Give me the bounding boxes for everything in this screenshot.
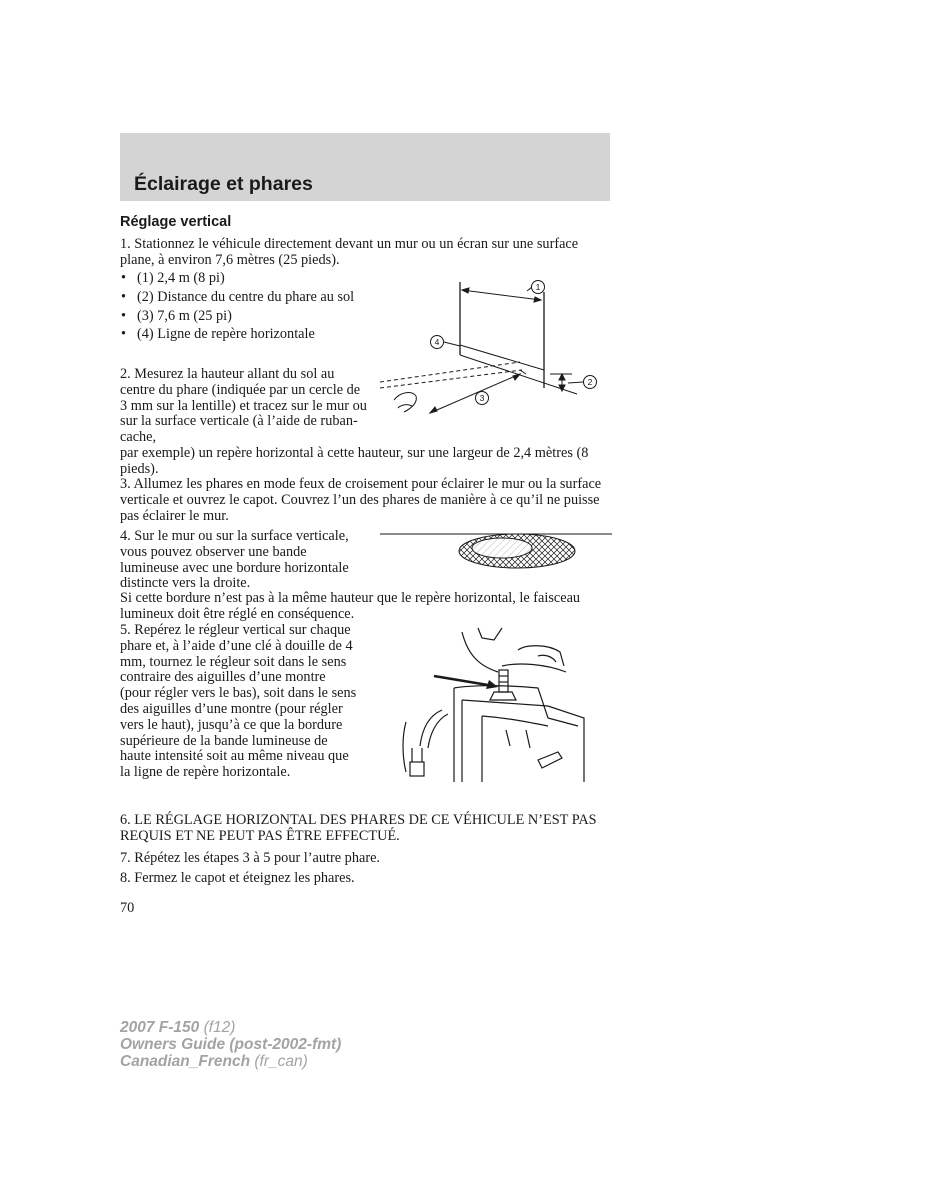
legend-list: [120, 271, 365, 346]
callout-label: 3: [479, 393, 485, 403]
chapter-title: Éclairage et phares: [134, 173, 313, 195]
footer-guide: Owners Guide (post-2002-fmt): [120, 1036, 342, 1053]
callout-label: 2: [587, 377, 593, 387]
document-footer: [120, 1019, 341, 1070]
step-2-part-a: 2. Mesurez la hauteur allant du sol au centre du phare (indiquée par un cercle de 3 mm sur la lentille) et tracez sur le mur ou sur la surface verticale (à l’aide de ruban-cache,: [120, 366, 367, 446]
step-6: 6. LE RÉGLAGE HORIZONTAL DES PHARES DE CE VÉHICULE N’EST PAS REQUIS ET NE PEUT PAS ÊTRE EFFECTUÉ.: [120, 812, 597, 844]
footer-code: (f12): [203, 1019, 236, 1036]
step-5: 5. Repérez le régleur vertical sur chaque phare et, à l’aide d’une clé à douille de 4 mm, tournez le régleur soit dans le sens contraire des aiguilles d’une montre (pour régler vers le bas), soit dans le sens des aiguilles d’une montre (pour régler vers le haut), jusqu’à ce que la bordure supérieure de la bande lumineuse de haute intensité soit au même niveau que la ligne de repère horizontale.: [120, 622, 357, 781]
callout-label: 1: [535, 282, 541, 292]
chapter-header: [120, 133, 610, 201]
vertical-adjuster-diagram: [398, 626, 588, 782]
footer-model: 2007 F-150: [120, 1019, 200, 1036]
step-2-part-b: par exemple) un repère horizontal à cette hauteur, sur une largeur de 2,4 mètres (8 pieds).: [120, 445, 589, 477]
page-number: 70: [120, 900, 135, 916]
step-4-part-a: 4. Sur le mur ou sur la surface verticale, vous pouvez observer une bande lumineuse avec une bordure horizontale distincte vers la droite.: [120, 528, 349, 592]
legend-item: • (4) Ligne de repère horizontale: [120, 327, 365, 343]
section-subtitle: Réglage vertical: [120, 214, 232, 230]
footer-language: Canadian_French: [120, 1053, 251, 1070]
legend-item: • (1) 2,4 m (8 pi): [120, 271, 365, 287]
step-8: 8. Fermez le capot et éteignez les phares.: [120, 870, 355, 886]
callout-label: 4: [434, 337, 440, 347]
step-1: 1. Stationnez le véhicule directement devant un mur ou un écran sur une surface plane, à environ 7,6 mètres (25 pieds).: [120, 236, 579, 268]
step-3: 3. Allumez les phares en mode feux de croisement pour éclairer le mur ou la surface verticale et ouvrez le capot. Couvrez l’un des phares de manière à ce qu’il ne puisse pas éclairer le mur.: [120, 476, 602, 524]
aiming-distance-diagram: [372, 270, 612, 425]
step-4-part-b: Si cette bordure n’est pas à la même hauteur que le repère horizontal, le faisceau lumineux doit être réglé en conséquence.: [120, 590, 581, 622]
beam-pattern-diagram: [380, 529, 612, 573]
legend-item: • (2) Distance du centre du phare au sol: [120, 290, 365, 306]
footer-locale: (fr_can): [254, 1053, 308, 1070]
step-7: 7. Répétez les étapes 3 à 5 pour l’autre phare.: [120, 850, 381, 866]
legend-item: • (3) 7,6 m (25 pi): [120, 309, 365, 325]
